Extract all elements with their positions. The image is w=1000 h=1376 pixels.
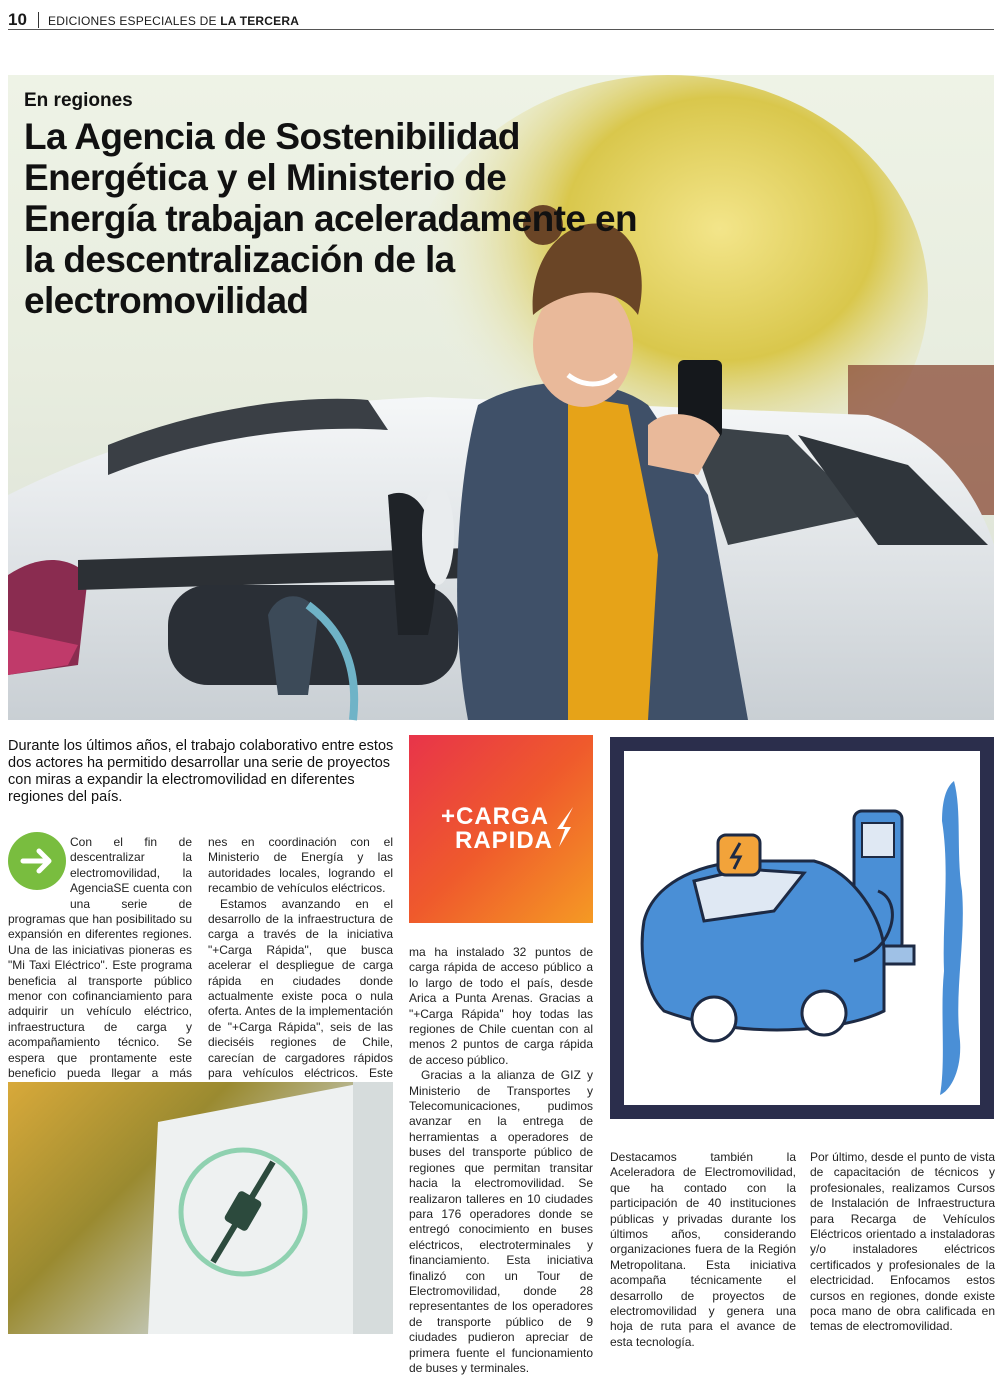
column-1 — [8, 835, 192, 1097]
section-prefix: EDICIONES ESPECIALES DE — [48, 14, 217, 28]
illustration-frame — [610, 737, 994, 1119]
page-number: 10 — [8, 10, 27, 29]
column-2-paragraph-2: Estamos avanzando en el desarrollo de la infraestructura de carga a través de la iniciativa "+Carga Rápida", que busca acelerar el despliegue de carga rápida en ciudades donde actualmente existe poca o nula oferta. Antes de la implementación de "+Carga Rápida", seis de las dieciséis regiones de Chile, carecían de cargadores rápidos para vehículos eléctricos. Este — [208, 896, 393, 1081]
charging-station-illustration — [8, 1082, 393, 1334]
section-brand: LA TERCERA — [220, 14, 300, 28]
column-1-text: Con el fin de descentralizar la electromovilidad, la AgenciaSE cuenta con una serie de programas que han posibilitado su expansión en diferentes regiones. Una de las iniciativas pioneras es "Mi Taxi Eléctrico". Este programa beneficia al transporte público menor con cofinanciamiento para adquirir un vehículo eléctrico, infraestructura de carga y acompañamiento técnico. Se espera que prontamente este beneficio pueda llegar a más — [8, 835, 192, 1081]
section-label — [48, 14, 299, 28]
article-lead: Durante los últimos años, el trabajo colaborativo entre estos dos actores ha permitido desarrollar una serie de proyectos con miras a expandir la electromovilidad en diferentes regiones del país. — [8, 738, 394, 805]
column-4 — [610, 1150, 796, 1350]
article-headline: La Agencia de Sostenibilidad Energética y el Ministerio de Energía trabajan aceleradamente en la descentralización de la electromovilidad — [24, 116, 637, 321]
ev-charging-illustration — [624, 751, 980, 1105]
column-5 — [810, 1150, 995, 1335]
ev-car-and-chile-map-icon — [624, 751, 980, 1105]
column-4-text: Destacamos también la Aceleradora de Electromovilidad, que ha contado con la participación de 40 instituciones públicas y privadas durante los últimos años, considerando organizaciones fuera de la Región Metropolitana. Esta iniciativa acompaña técnicamente el desarrollo de proyectos de electromovilidad y genera una hoja de ruta para el avance de esta tecnología. — [610, 1150, 796, 1349]
article-kicker: En regiones — [24, 90, 133, 111]
column-3-paragraph-2: Gracias a la alianza de GIZ y Ministerio de Transportes y Telecomunicaciones, pudimos avanzar en la entrega de herramientas a operadores de buses del transporte público de regiones que permitan transitar hacia la electromovilidad. Se realizaron talleres en 10 ciudades para 176 operadores donde se entregó conocimiento en buses eléctricos, electroterminales y financiamiento. Esta iniciativa finalizó con un Tour de Electromovilidad, donde 28 representantes de los operadores de transporte público de 9 ciudades pudieron apreciar de primera fuente el funcionamiento de buses y terminales. — [409, 1068, 593, 1375]
icon-spacer — [8, 835, 70, 897]
column-2 — [208, 835, 393, 1097]
charging-station-photo — [8, 1082, 393, 1334]
header-divider — [38, 12, 39, 28]
carga-rapida-line-1: +CARGA — [441, 803, 550, 830]
column-3 — [409, 945, 593, 1376]
lightning-bolt-icon — [409, 735, 593, 923]
column-3-paragraph-1: ma ha instalado 32 puntos de carga rápida de acceso público a lo largo de todo el país, desde Arica a Punta Arenas. Gracias a "+Carga Rápida" hoy todas las regiones de Chile cuentan con al menos 2 puntos de carga rápida de acceso público. — [409, 945, 593, 1067]
page-header — [8, 10, 994, 30]
column-5-text: Por último, desde el punto de vista de capacitación de técnicos y profesionales, realizamos Cursos de Instalación de Infraestructura para Recarga de Vehículos Eléctricos orientado a instaladoras y/o instaladores eléctricos certificados y profesionales de la electricidad. Enfocamos estos cursos en regiones, donde existe poca mano de obra calificada en temas de electromovilidad. — [810, 1150, 995, 1334]
column-2-paragraph-1: nes en coordinación con el Ministerio de Energía y las autoridades locales, logrando el recambio de vehículos eléctricos. — [208, 835, 393, 896]
carga-rapida-logo — [409, 735, 593, 923]
carga-rapida-line-2: RAPIDA — [455, 827, 554, 854]
